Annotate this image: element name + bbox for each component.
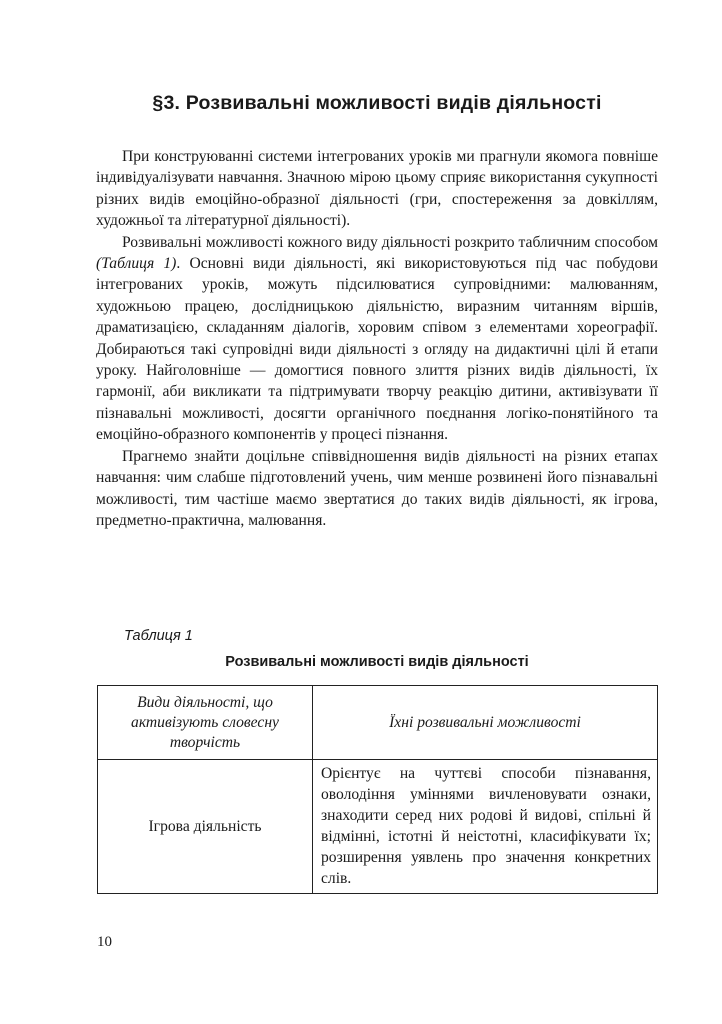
paragraph-1: При конструюванні системи інтегрованих уроків ми прагнули якомога повніше індивідуалізувати навчання. Значною мірою цьому сприяє використання сукупності різних видів емоційно-образної діяльності (гри, спостереження за довкіллям, художньої та літературної діяльності). bbox=[96, 148, 658, 230]
activities-table bbox=[97, 685, 658, 894]
paragraph-2-end: . Основні види діяльності, які використовуються під час побудови інтегрованих уроків, можуть підсилюватися супровідними: малюванням, художньою працею, дослідницькою діяльністю, виразним читанням віршів, драматизацією, складанням діалогів, хоровим співом з елементами хореографії. Добираються такі супровідні види діяльності з огляду на дидактичні цілі й етапи уроку. Найголовніше — домогтися повного злиття різних видів діяльності, їх гармонії, аби викликати та підтримувати творчу реакцію дитини, активізувати її пізнавальні можливості, досягти органічного поєднання логіко-понятійного та емоційно-образного компонентів у процесі пізнання. bbox=[96, 255, 658, 444]
paragraph-3: Прагнемо знайти доцільне співвідношення видів діяльності на різних етапах навчання: чим слабше підготовлений учень, чим менше розвинені його пізнавальні можливості, тим частіше маємо звертатися до таких видів діяльності, як ігрова, предметно-практична, малювання. bbox=[96, 447, 658, 529]
cell-activity: Ігрова діяльність bbox=[98, 760, 313, 894]
section-heading: §3. Розвивальні можливості видів діяльності bbox=[152, 92, 602, 114]
page-number: 10 bbox=[97, 934, 112, 950]
table-header-row bbox=[98, 686, 658, 760]
table-row bbox=[98, 760, 658, 894]
cell-potential: Орієнтує на чуттєві способи пізнавання, оволодіння уміннями вичленовувати ознаки, знаходити серед них родові й видові, спільні й відмінні, істотні й неістотні, класифікувати їх; розширення уявлень про значення конкретних слів. bbox=[313, 760, 658, 894]
body-text bbox=[96, 146, 658, 531]
header-developmental-potential: Їхні розвивальні можливості bbox=[313, 686, 658, 760]
table-caption: Таблиця 1 bbox=[124, 628, 193, 644]
paragraph-2-start: Розвивальні можливості кожного виду діяльності розкрито табличним способом bbox=[122, 233, 658, 251]
header-activity-types: Види діяльності, що активізують словесну творчість bbox=[98, 686, 313, 760]
paragraph-2 bbox=[96, 232, 658, 446]
table-reference: (Таблиця 1) bbox=[96, 255, 177, 273]
table-title: Розвивальні можливості видів діяльності bbox=[225, 654, 529, 670]
